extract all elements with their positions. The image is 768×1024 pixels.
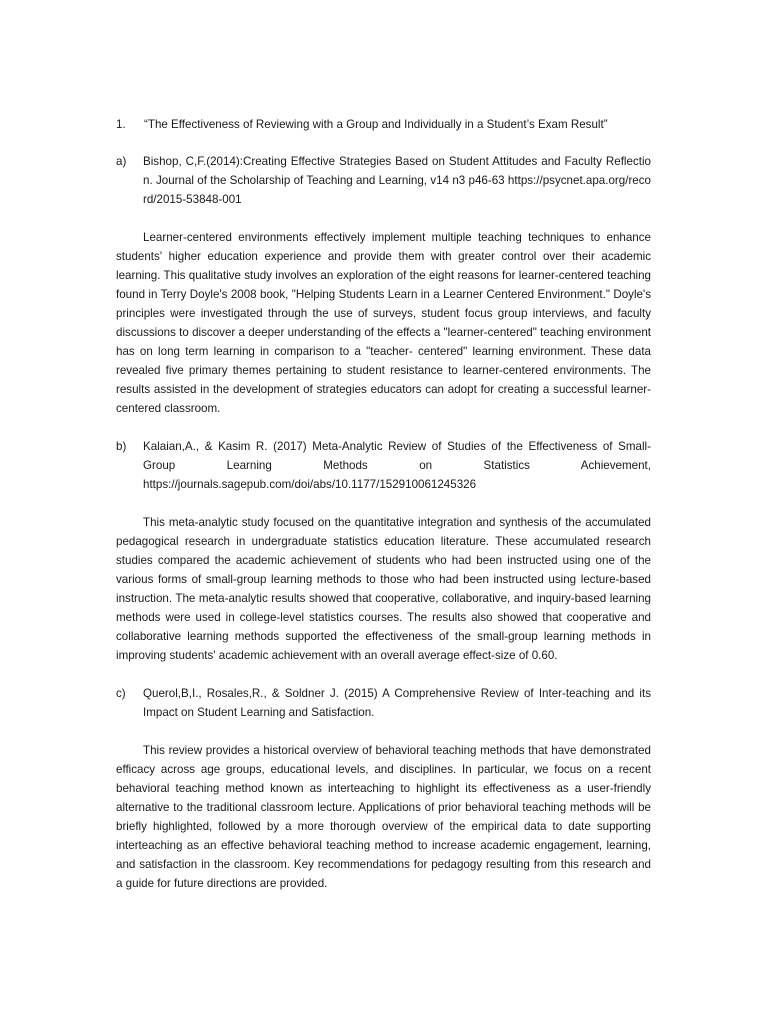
reference-b (116, 437, 651, 494)
reference-citation: Bishop, C,F.(2014):Creating Effective Strategies Based on Student Attitudes and Faculty Reflection. Journal of the Scholarship of Teaching and Learning, v14 n3 p46-63 https://psycnet.apa.org/record/2015-53848-001 (143, 155, 651, 206)
reference-abstract: This review provides a historical overview of behavioral teaching methods that have demonstrated efficacy across age groups, educational levels, and disciplines. In particular, we focus on a recent behavioral teaching method known as interteaching to highlight its effectiveness as a user-friendly alternative to the traditional classroom lecture. Applications of prior behavioral teaching methods will be briefly highlighted, followed by a more thorough overview of the empirical data to date supporting interteaching as an effective behavioral teaching method to increase academic engagement, learning, and satisfaction in the classroom. Key recommendations for pedagogy resulting from this research and a guide for future directions are provided. (116, 744, 651, 890)
document-page (116, 115, 651, 912)
reference-citation: Kalaian,A., & Kasim R. (2017) Meta-Analytic Review of Studies of the Effectiveness of Small-Group Learning Methods on Statistics Achievement, https://journals.sagepub.com/doi/abs/10.1177/152910061245326 (143, 440, 651, 491)
reference-label: c) (116, 687, 126, 700)
heading-title: “The Effectiveness of Reviewing with a Group and Individually in a Student’s Exam Result” (144, 118, 608, 131)
reference-abstract: Learner-centered environments effectively implement multiple teaching techniques to enhance students' higher education experience and provide them with greater control over their academic learning. This qualitative study involves an exploration of the eight reasons for learner-centered teaching found in Terry Doyle's 2008 book, "Helping Students Learn in a Learner Centered Environment." Doyle's principles were investigated through the use of surveys, student focus group interviews, and faculty discussions to discover a deeper understanding of the effects a "learner-centered" teaching environment has on long term learning in comparison to a "teacher- centered" learning environment. These data revealed five primary themes pertaining to student resistance to learner-centered environments. The results assisted in the development of strategies educators can adopt for creating a successful learner-centered classroom. (116, 231, 651, 415)
reference-abstract: This meta-analytic study focused on the quantitative integration and synthesis of the accumulated pedagogical research in undergraduate statistics education literature. These accumulated research studies compared the academic achievement of students who had been instructed using one of the various forms of small-group learning methods to those who had been instructed using lecture-based instruction. The meta-analytic results showed that cooperative, collaborative, and inquiry-based learning methods were used in college-level statistics courses. The results also showed that cooperative and collaborative learning methods supported the effectiveness of the small-group learning methods in improving students' academic achievement with an overall average effect-size of 0.60. (116, 516, 651, 662)
reference-label: a) (116, 155, 127, 168)
reference-label: b) (116, 440, 127, 453)
reference-c (116, 684, 651, 722)
reference-a (116, 152, 651, 209)
document-heading (116, 115, 651, 134)
heading-number: 1. (116, 118, 126, 131)
reference-citation: Querol,B,I., Rosales,R., & Soldner J. (2015) A Comprehensive Review of Inter-teaching and its Impact on Student Learning and Satisfaction. (143, 687, 651, 719)
